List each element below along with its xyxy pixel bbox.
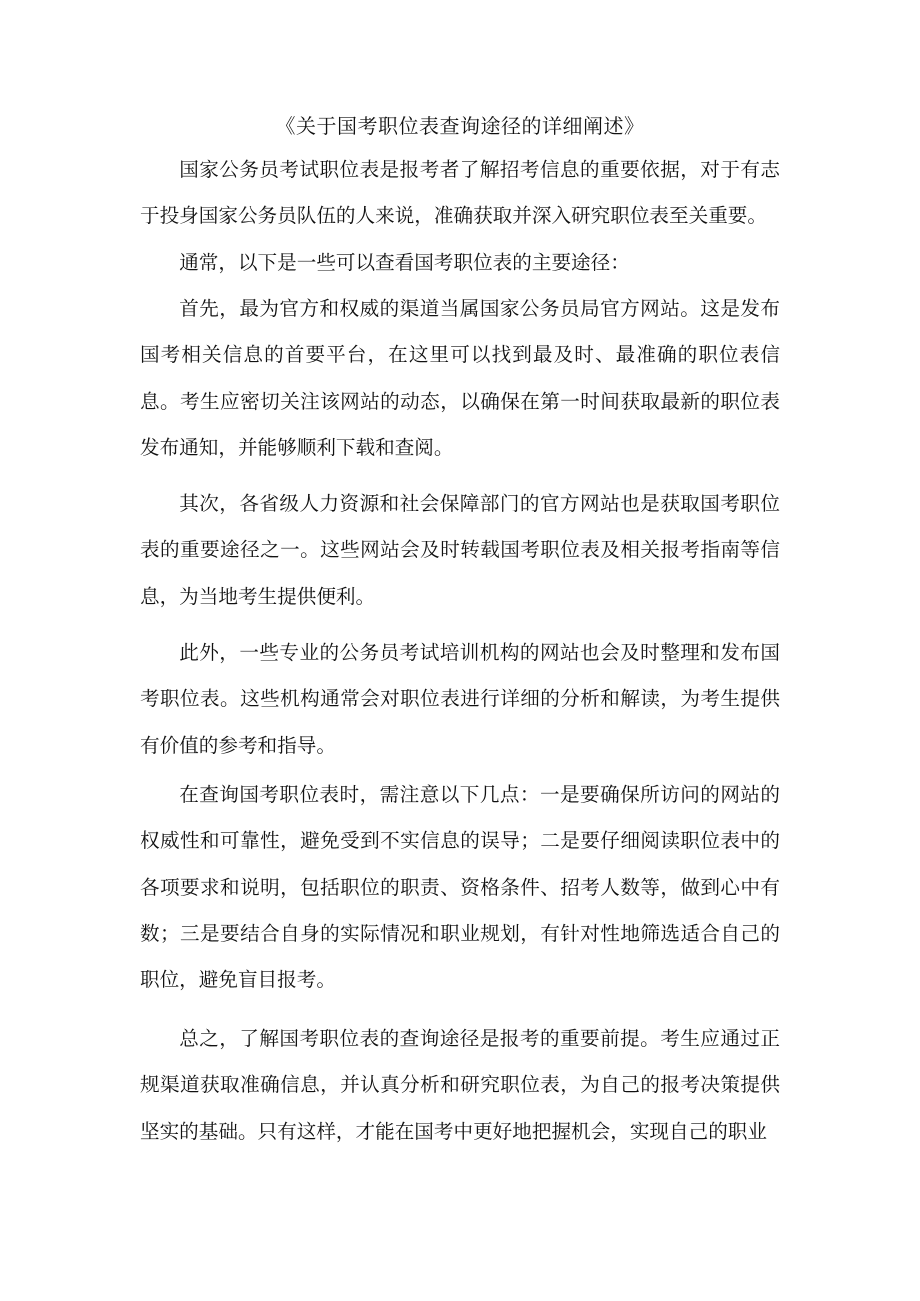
paragraph-notes: 在查询国考职位表时，需注意以下几点：一是要确保所访问的网站的权威性和可靠性，避免受到不实信息的误导；二是要仔细阅读职位表中的各项要求和说明，包括职位的职责、资格条件、招考人数等，做到心中有数；三是要结合自身的实际情况和职业规划，有针对性地筛选适合自己的职位，避免盲目报考。 <box>140 783 780 992</box>
document-title: 《关于国考职位表查询途径的详细阐述》 <box>275 114 645 138</box>
paragraph-conclusion: 总之，了解国考职位表的查询途径是报考的重要前提。考生应通过正规渠道获取准确信息，并认真分析和研究职位表，为自己的报考决策提供坚实的基础。只有这样，才能在国考中更好地把握机会，实现自己的职业 <box>140 1027 780 1143</box>
paragraph-first-channel: 首先，最为官方和权威的渠道当属国家公务员局官方网站。这是发布国考相关信息的首要平台，在这里可以找到最及时、最准确的职位表信息。考生应密切关注该网站的动态，以确保在第一时间获取最新的职位表发布通知，并能够顺利下载和查阅。 <box>140 297 780 459</box>
paragraph-intro: 国家公务员考试职位表是报考者了解招考信息的重要依据，对于有志于投身国家公务员队伍的人来说，准确获取并深入研究职位表至关重要。 <box>140 158 780 228</box>
paragraph-third-channel: 此外，一些专业的公务员考试培训机构的网站也会及时整理和发布国考职位表。这些机构通常会对职位表进行详细的分析和解读，为考生提供有价值的参考和指导。 <box>140 641 780 757</box>
paragraph-second-channel: 其次，各省级人力资源和社会保障部门的官方网站也是获取国考职位表的重要途径之一。这些网站会及时转载国考职位表及相关报考指南等信息，为当地考生提供便利。 <box>140 492 780 608</box>
paragraph-overview: 通常，以下是一些可以查看国考职位表的主要途径： <box>179 251 630 274</box>
